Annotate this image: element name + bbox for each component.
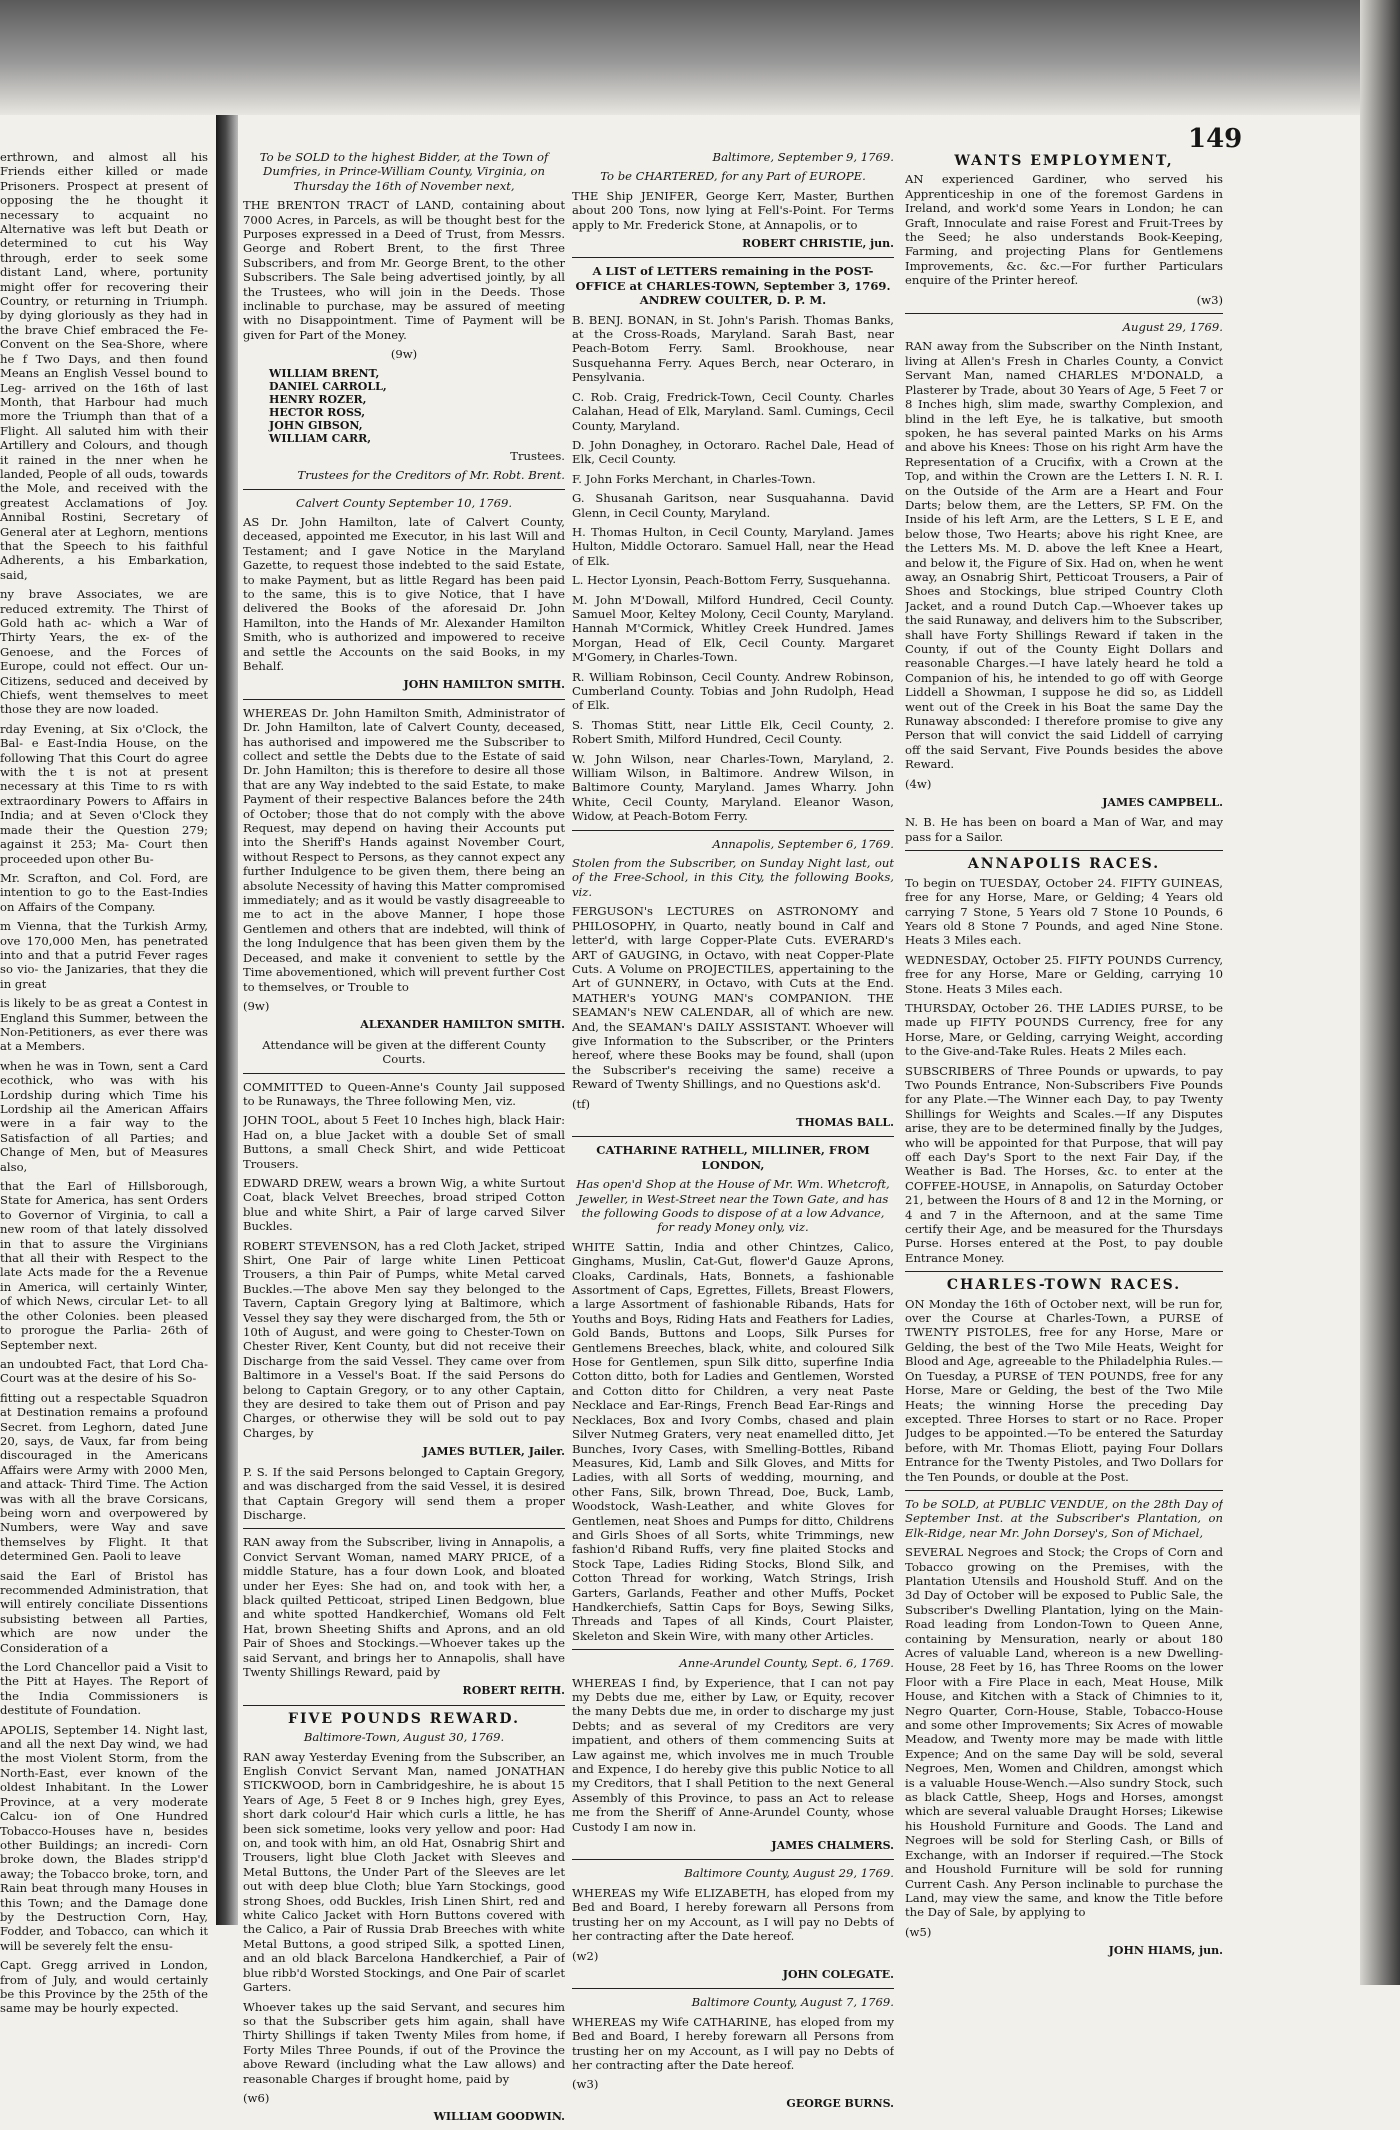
divider <box>243 1705 565 1706</box>
letter-entry: W. John Wilson, near Charles-Town, Maryland, 2. William Wilson, in Baltimore. Andrew Wilson, in Baltimore County, Maryland. James Wharry. John White, Cecil County, Maryland. Eleanor Wason, Widow, at Peach-Botom Ferry. <box>572 751 894 824</box>
divider <box>572 1136 894 1137</box>
colegate-code: (w2) <box>572 1948 599 1963</box>
trustee: HENRY ROZER, <box>269 392 367 406</box>
letter-entry: B. BENJ. BONAN, in St. John's Parish. Thomas Banks, at the Cross-Roads, Maryland. Sarah Bast, near Peach-Botom Ferry. Saml. Brookhouse, near Susquehanna Ferry. Aques Berch, near Octeraro, in Pensylvania. <box>572 312 894 385</box>
charles-town-heading: CHARLES-TOWN RACES. <box>946 1277 1182 1294</box>
vendue-signature: JOHN HIAMS, jun. <box>1108 1944 1223 1958</box>
paragraph: erthrown, and almost all his Friends either killed or made Prisoners. Prospect at present of opposing the he thought it necessary to acquaint no Alternative was left but Death or determined to cut his Way through, erder to seek some distant Land, where, portunity might offer for recovering their Country, or returning in Triumph. by dying gloriously as they had in the brave Chief embraced the Fe- Convent on the Sea-Shore, where he f Two Days, and then found Means an English Vessel bound to Leg- arrived on the 16th of last Month, that Harbour had much more the Triumph than that of a Flight. All saluted him with their Artillery and Colours, and though it rained in the nner when he landed, People of all ouds, towards the Mole, and received with the greatest Acclamations of Joy. Annibal Rostini, Secretary of General ater at Leghorn, mentions that the Speech to his faithful Adherents, a his Embarkation, said, <box>0 150 208 582</box>
paragraph: that the Earl of Hillsborough, State for America, has sent Orders to Governor of Virginia, to call a new room of that lately dissolved in that to assure the Virginians that all their with Respect to the late Acts made for the a Revenue in America, will certainly Winter, of which News, circular Let- to all the other Colonies. been pleased to prorogue the Parlia- 26th of September next. <box>0 1179 208 1352</box>
wants-body: AN experienced Gardiner, who served his Apprenticeship in one of the foremost Gardens in Ireland, and work'd some Years in London; he can Graft, Innoculate and raise Forest and Fruit-Trees by the Seed; he also understands Book-Keeping, Farming, and projecting Plans for Gentlemens Improvements, &c. &c.—For further Particulars enquire of the Printer hereof. <box>905 172 1223 288</box>
burns-body: WHEREAS my Wife CATHARINE, has eloped from my Bed and Board, I hereby forewarn all Persons from trusting her on my Account, as I will pay no Debts of her contracting after the Date hereof. <box>572 2014 894 2072</box>
wants-code: (w3) <box>1196 292 1223 307</box>
letter-entry: C. Rob. Craig, Fredrick-Town, Cecil County. Charles Calahan, Head of Elk, Maryland. Saml. Cumings, Cecil County, Maryland. <box>572 389 894 433</box>
millinery-body: WHITE Sattin, India and other Chintzes, Calico, Ginghams, Muslin, Cat-Gut, flower'd Gauze Aprons, Cloaks, Cardinals, Hats, Bonnets, a fashionable Assortment of Caps, Egrettes, Fillets, Breast Flowers, a large Assortment of fashionable Ribands, Hats for Youths and Boys, Riding Hats and Feathers for Ladies, Gold Bands, Buttons and Loops, Silk Purses for Gentlemens Breeches, black, white, and coloured Silk Hose for Gentlemen, spun Silk ditto, superfine India Cotton ditto, both for Ladies and Gentlemen, Worsted and Cotton ditto for Children, a very neat Paste Necklace and Ear-Rings, French Bead Ear-Rings and Necklaces, Box and Ivory Combs, chased and plain Silver Nutmeg Graters, very neat enamelled ditto, Jet Bunches, Ivory Cases, with Smelling-Bottles, Riband Measures, Kid, Lamb and Silk Gloves, and Mitts for Ladies, with all Sorts of wedding, mourning, and other Fans, Silk, brown Thread, Doe, Buck, Lamb, Woodstock, Wash-Leather, and white Gloves for Gentlemen, neat Shoes and Pumps for ditto, Childrens and Girls Shoes of all Sorts, white Trimmings, new fashion'd Riband Ruffs, very fine plaited Stocks and Stock Tape, Ladies Riding Stocks, Blond Silk, and Cotton Thread for working, Watch Strings, Irish Garters, Garlands, Feather and other Muffs, Pocket Handkerchiefs, Sattin Caps for Boys, Sewing Silks, Threads and Tapes of all Kinds, Court Plaister, Skeleton and Skein Wire, with many other Articles. <box>572 1239 894 1643</box>
auction-code: (9w) <box>390 347 418 362</box>
campbell-dateline: August 29, 1769. <box>1122 320 1223 335</box>
races-tuesday: To begin on TUESDAY, October 24. FIFTY GUINEAS, free for any Horse, Mare, or Gelding; 4 Years old carrying 7 Stone, 5 Years old 7 Stone 10 Pounds, 6 Years old 8 Stone 7 Pounds, and aged Nine Stone. Heats 3 Miles each. <box>905 875 1223 948</box>
races-thursday: THURSDAY, October 26. THE LADIES PURSE, to be made up FIFTY POUNDS Currency, free for any Horse, Mare, or Gelding, carrying Weight, according to the Give-and-Take Rules. Heats 2 Miles each. <box>905 1000 1223 1059</box>
reward-tail: Whoever takes up the said Servant, and secures him so that the Subscriber gets him again, shall have Thirty Shillings if taken Twenty Miles from home, if Forty Miles Three Pounds, if out of the Province the above Reward (including what the Law allows) and reasonable Charges if brought home, paid by <box>243 1999 565 2086</box>
whereas-signature: ALEXANDER HAMILTON SMITH. <box>360 1018 565 1032</box>
divider <box>243 1528 565 1529</box>
chalmers-dateline: Anne-Arundel County, Sept. 6, 1769. <box>679 1656 894 1671</box>
letter-entry: F. John Forks Merchant, in Charles-Town. <box>572 471 816 486</box>
auction-body: THE BRENTON TRACT of LAND, containing about 7000 Acres, in Parcels, as will be thought best for the Purposes expressed in a Deed of Trust, from Messrs. George and Robert Brent, to the first Three Subscribers, and from Mr. George Brent, to the other Subscribers. The Sale being advertised jointly, by all the Trustees, who will join in the Deeds. Those inclinable to purchase, may be assured of meeting with no Disappointment. Time of Payment will be given for Part of the Money. <box>243 198 565 342</box>
paragraph: Capt. Gregg arrived in London, from of July, and would certainly be this Province by the 25th of the same may be hourly expected. <box>0 1958 208 2016</box>
colegate-signature: JOHN COLEGATE. <box>782 1967 894 1981</box>
scan-right-edge <box>1360 0 1400 1985</box>
trustee: HECTOR ROSS, <box>269 405 366 419</box>
column-1 <box>243 150 565 2130</box>
reward-body: RAN away Yesterday Evening from the Subscriber, an English Convict Servant Man, named JONATHAN STICKWOOD, born in Cambridgeshire, he is about 15 Years of Age, 5 Feet 8 or 9 Inches high, grey Eyes, short dark colour'd Hair which curls a little, he has been sick sometime, looks very yellow and poor: Had on, and took with him, an old Hat, Osnabrig Shirt and Trousers, light blue Cloth Jacket with Sleeves and Metal Buttons, the Under Part of the Sleeves are let out with deep blue Cloth; blue Yarn Stockings, good strong Shoes, odd Buckles, Irish Linen Shirt, red and white Calico Jacket with Horn Buttons covered with the Calico, a Pair of Russia Drab Breeches with white Metal Buttons, a good striped Silk, a spotted Linen, and an old black Barcelona Handkerchief, a Pair of blue ribb'd Worsted Stockings, and One Pair of scarlet Garters. <box>243 1749 565 1995</box>
auction-intro: To be SOLD to the highest Bidder, at the Town of Dumfries, in Prince-William County, Virginia, on Thursday the 16th of November next, <box>259 150 549 193</box>
wants-heading: WANTS EMPLOYMENT, <box>954 153 1174 169</box>
charles-town-body: ON Monday the 16th of October next, will be run for, over the Course at Charles-Town, a PURSE of TWENTY PISTOLES, free for any Horse, Mare or Gelding, the best of the Two Mile Heats, Weight for Blood and Age, agreeable to the Philadelphia Rules.—On Tuesday, a PURSE of TEN POUNDS, free for any Horse, Mare or Gelding, the best of the Two Mile Heats; the winning Horse the preceding Day excepted. Three Horses to start or no Race. Proper Judges to be appointed.—To be entered the Saturday before, with Mr. Thomas Eliott, paying Four Dollars Entrance for the Twenty Pistoles, and Two Dollars for the Ten Pounds, or double at the Post. <box>905 1296 1223 1484</box>
page-number: 149 <box>1188 124 1243 154</box>
paragraph: said the Earl of Bristol has recommended Administration, that will entirely conciliate Dissentions subsisting between all Parties, which are now under the Consideration of a <box>0 1568 208 1655</box>
letter-entry: H. Thomas Hulton, in Cecil County, Maryland. James Hulton, Middle Octoraro. Samuel Hall, near the Head of Elk. <box>572 524 894 568</box>
divider <box>905 1490 1223 1491</box>
burns-dateline: Baltimore County, August 7, 1769. <box>691 1995 894 2010</box>
divider <box>243 1073 565 1074</box>
jail-drew: EDWARD DREW, wears a brown Wig, a white Surtout Coat, black Velvet Breeches, broad striped Cotton blue and white Shirt, a Pair of large carved Silver Buckles. <box>243 1175 565 1234</box>
millinery-intro: Has open'd Shop at the House of Mr. Wm. Whetcroft, Jeweller, in West-Street near the Town Gate, and has the following Goods to dispose of at a low Advance, for ready Money only, viz. <box>576 1177 890 1235</box>
reward-code: (w6) <box>243 2090 270 2105</box>
divider <box>572 1859 894 1860</box>
letter-entry: G. Shusanah Garitson, near Susquahanna. David Glenn, in Cecil County, Maryland. <box>572 491 894 520</box>
burns-signature: GEORGE BURNS. <box>786 2096 894 2110</box>
reward-signature: WILLIAM GOODWIN. <box>433 2110 565 2124</box>
calvert-body: AS Dr. John Hamilton, late of Calvert County, deceased, appointed me Executor, in his last Will and Testament; and I gave Notice in the Maryland Gazette, to request those indebted to the said Estate, to make Payment, but as little Regard has been paid to the same, this is to give Notice, that I have delivered the Books of the aforesaid Dr. John Hamilton, into the Hands of Mr. Alexander Hamilton Smith, who is authorized and impowered to receive and settle the Accounts on the said Books, in my Behalf. <box>243 514 565 673</box>
divider <box>905 313 1223 314</box>
paragraph: m Vienna, that the Turkish Army, ove 170,000 Men, has penetrated into and that a putrid Fever rages so vio- the Janizaries, that they die in great <box>0 919 208 991</box>
colegate-dateline: Baltimore County, August 29, 1769. <box>684 1866 894 1881</box>
trustee-list <box>269 367 565 445</box>
page-gutter <box>216 115 238 1925</box>
trustee: JOHN GIBSON, <box>269 418 363 432</box>
jail-stevenson: ROBERT STEVENSON, has a red Cloth Jacket, striped Shirt, One Pair of large white Linen Petticoat Trousers, a thin Pair of Pumps, white Metal carved Buckles.—The above Men say they belonged to the Tavern, Captain Gregory lying at Baltimore, which Vessel they say they were discharged from, the 5th or 10th of August, and were going to Chester-Town on Chester River, Kent County, but did not receive their Discharge from the said Vessel. They came over from Baltimore in a Vessel's Boat. If the said Persons do belong to Captain Gregory, or to any other Captain, they are desired to take them out of Prison and pay Charges, or otherwise they will be sold out to pay Charges, by <box>243 1238 565 1440</box>
letter-entry: S. Thomas Stitt, near Little Elk, Cecil County, 2. Robert Smith, Milford Hundred, Cecil County. <box>572 717 894 747</box>
letters-heading: A LIST of LETTERS remaining in the POST-OFFICE at CHARLES-TOWN, September 3, 1769. ANDREW COULTER, D. P. M. <box>575 264 891 308</box>
campbell-signature: JAMES CAMPBELL. <box>1102 796 1223 810</box>
letter-entry: D. John Donaghey, in Octoraro. Rachel Dale, Head of Elk, Cecil County. <box>572 437 894 467</box>
books-body: FERGUSON's LECTURES on ASTRONOMY and PHILOSOPHY, in Quarto, neatly bound in Calf and letter'd, with large Copper-Plate Cuts. EVERARD's ART of GAUGING, in Octavo, with neat Copper-Plate Cuts. A Volume on PROJECTILES, appertaining to the Art of GUNNERY, in Octavo, with Cuts at the End. MATHER's YOUNG MAN's COMPANION. THE SEAMAN's NEW CALENDAR, all of which are new. And, the SEAMAN's DAILY ASSISTANT. Whoever will give Information to the Subscriber, or the Printers hereof, where these Books may be found, shall (upon the Subscriber's receiving the same) receive a Reward of Twenty Shillings, and no Questions ask'd. <box>572 904 894 1092</box>
paragraph: rday Evening, at Six o'Clock, the Bal- e East-India House, on the following That this Court do agree with the t is not at present necessary at this Time to rs with extraordinary Powers to Affairs in India; and at Seven o'Clock they made their the Question 279; against it 253; Ma- Court then proceeded upon other Bu- <box>0 721 208 866</box>
divider <box>572 257 894 258</box>
jail-tool: JOHN TOOL, about 5 Feet 10 Inches high, black Hair: Had on, a blue Jacket with a double Set of small Buttons, a small Check Shirt, and wide Petticoat Trousers. <box>243 1113 565 1171</box>
vendue-code: (w5) <box>905 1924 932 1939</box>
divider <box>243 699 565 700</box>
trustee: WILLIAM BRENT, <box>269 366 380 380</box>
divider <box>905 850 1223 851</box>
paragraph: an undoubted Fact, that Lord Cha- Court was at the desire of his So- <box>0 1356 208 1386</box>
jail-postscript: P. S. If the said Persons belonged to Captain Gregory, and was discharged from the said Vessel, it is desired that Captain Gregory will send them a proper Discharge. <box>243 1464 565 1522</box>
paragraph: the Lord Chancellor paid a Visit to the Pitt at Hayes. The Report of the India Commissioners is destitute of Foundation. <box>0 1660 208 1718</box>
ship-signature: ROBERT CHRISTIE, jun. <box>742 237 894 251</box>
reith-body: RAN away from the Subscriber, living in Annapolis, a Convict Servant Woman, named MARY PRICE, of a middle Stature, has a four down Look, and bloated under her Eyes: She had on, and took with her, a black quilted Petticoat, striped Linen Bedgown, blue and white spotted Handkerchief, Womans old Felt Hat, brown Sheeting Shifts and Aprons, and an old Pair of Shoes and Stockings.—Whoever takes up the said Servant, and brings her to Annapolis, shall have Twenty Shillings Reward, paid by <box>243 1535 565 1679</box>
paragraph: when he was in Town, sent a Card ecothick, who was with his Lordship during which Time his Lordship ail the American Affairs were in a fair way to the Satisfaction of all Parties; and Change of Men, but of Measures also, <box>0 1058 208 1174</box>
calvert-dateline: Calvert County September 10, 1769. <box>295 495 513 510</box>
paragraph: is likely to be as great a Contest in England this Summer, between the Non-Petitioners, as ever there was at a Members. <box>0 996 208 1054</box>
vendue-intro: To be SOLD, at PUBLIC VENDUE, on the 28th Day of September Inst. at the Subscriber's Plantation, on Elk-Ridge, near Mr. John Dorsey's, Son of Michael, <box>905 1496 1223 1540</box>
ship-body: THE Ship JENIFER, George Kerr, Master, Burthen about 200 Tons, now lying at Fell's-Point. For Terms apply to Mr. Frederick Stone, at Annapolis, or to <box>572 188 894 232</box>
divider <box>572 830 894 831</box>
paragraph: APOLIS, September 14. Night last, and all the next Day wind, we had the most Violent Storm, from the North-East, ever known of the oldest Inhabitant. In the Lower Province, at a very moderate Calcu- ion of One Hundred Tobacco-Houses have n, besides other Buildings; an incredi- Corn broke down, the Blades stripp'd away; the Tobacco broke, torn, and Rain beat through many Houses in this Town; and the Damage done by the Destruction Corn, Hay, Fodder, and Tobacco, can which it will be severely felt the ensu- <box>0 1722 208 1953</box>
trustees-label: Trustees. <box>510 448 565 463</box>
letter-entry: M. John M'Dowall, Milford Hundred, Cecil County. Samuel Moor, Keltey Molony, Cecil County, Maryland. Hannah M'Cormick, Whitley Creek Hundred. James Morgan, Head of Elk, Cecil County. Margaret M'Gomery, in Charles-Town. <box>572 592 894 665</box>
divider <box>572 1649 894 1650</box>
divider <box>243 489 565 490</box>
trustee: WILLIAM CARR, <box>269 431 372 445</box>
divider <box>905 1271 1223 1272</box>
colegate-body: WHEREAS my Wife ELIZABETH, has eloped from my Bed and Board, I hereby forewarn all Persons from trusting her on my Account, as I will pay no Debts of her contracting after the Date hereof. <box>572 1885 894 1944</box>
books-code: (tf) <box>572 1096 590 1111</box>
column-3 <box>905 150 1223 1964</box>
books-dateline: Annapolis, September 6, 1769. <box>712 836 894 851</box>
creditors-label: Trustees for the Creditors of Mr. Robt. Brent. <box>297 468 565 483</box>
whereas-body: WHEREAS Dr. John Hamilton Smith, Administrator of Dr. John Hamilton, late of Calvert County, deceased, has authorised and impowered me the Subscriber to collect and settle the Debts due to the Estate of said Dr. John Hamilton; this is therefore to desire all those that are any Way indebted to the said Estate, to make Payment of their respective Balances before the 24th of October; those that do not comply with the above Request, may depend on having their Accounts put into the Sheriff's Hands against November Court, without Respect to Persons, as they cannot expect any further Indulgence to be given them, there being an absolute Necessity of having this Matter compromised immediately; and as it would be vastly disagreeable to me to act in the above Manner, I hope those Gentlemen and others that are indebted, will think of the long Indulgence that has been given them by the Deceased, and make it convenient to settle by the Time abovementioned, which will prevent further Cost to themselves, or Trouble to <box>243 705 565 994</box>
jail-body: COMMITTED to Queen-Anne's County Jail supposed to be Runaways, the Three following Men, viz. <box>243 1079 565 1108</box>
campbell-nb: N. B. He has been on board a Man of War, and may pass for a Sailor. <box>905 815 1223 844</box>
letter-entry: L. Hector Lyonsin, Peach-Bottom Ferry, Susquehanna. <box>572 573 891 588</box>
letter-entry: R. William Robinson, Cecil County. Andrew Robinson, Cumberland County. Tobias and John Rudolph, Head of Elk. <box>572 669 894 713</box>
paragraph: ny brave Associates, we are reduced extremity. The Thirst of Gold hath ac- which a War of Thirty Years, the ex- of the Genoese, and the Forces of Europe, could not effect. Our un- Citizens, seduced and deceived by Chiefs, went themselves to meet those they are now loaded. <box>0 587 208 717</box>
reward-dateline: Baltimore-Town, August 30, 1769. <box>303 1730 505 1745</box>
reward-heading: FIVE POUNDS REWARD. <box>288 1710 520 1727</box>
campbell-body: RAN away from the Subscriber on the Ninth Instant, living at Allen's Fresh in Charles County, a Convict Servant Man, named CHARLES M'DONALD, a Plasterer by Trade, about 30 Years of Age, 5 Feet 7 or 8 Inches high, slim made, swarthy Complexion, and blind in the left Eye, he is talkative, but smooth spoken, he has several painted Marks on his Arms and above his Knees: Those on his right Arm have the Representation of a Crucifix, with a Crown at the Top, and within the Crown are the Letters I. N. R. I. on the Outside of the Arm are a Heart and Four Darts; below them, are the Letters, SP. FM. On the Inside of his left Arm, are the Letters, S L E E, and below those, Two Hearts; above his right Knee, are the Letters Ms. M. D. above the left Knee a Heart, and below it, the Figure of Six. Had on, when he went away, an Osnabrig Shirt, Petticoat Trousers, a Pair of Shoes and Stockings, blue striped Country Cloth Jacket, and a round Dutch Cap.—Whoever takes up the said Runaway, and delivers him to the Subscriber, shall have Forty Shillings Reward if taken in the County, if out of the County Eight Dollars and reasonable Charges.—I have lately heard he told a Companion of his, he intended to go off with George Liddell a Showman, I suppose he did so, as Liddell went out of the Creek in his Boat the same Day the Runaway absconded: I therefore promise to give any Person that will convict the said Liddell of carrying off the said Servant, Five Pounds besides the above Reward. <box>905 339 1223 772</box>
paragraph: fitting out a respectable Squadron at Destination remains a profound Secret. from Leghorn, dated June 20, says, de Vaux, far from being discouraged in the Americans Affairs were Army with 2000 Men, and attack- Third Time. The Action was with all the brave Corsicans, being worn and overpowered by Numbers, were Way and save themselves by Flight. It that determined Gen. Paoli to leave <box>0 1390 208 1564</box>
reith-signature: ROBERT REITH. <box>462 1684 565 1698</box>
calvert-signature: JOHN HAMILTON SMITH. <box>403 678 565 692</box>
jail-signature: JAMES BUTLER, Jailer. <box>422 1445 565 1459</box>
whereas-code: (9w) <box>243 998 270 1013</box>
divider <box>572 1988 894 1989</box>
ship-intro: To be CHARTERED, for any Part of EUROPE. <box>600 169 866 184</box>
races-wednesday: WEDNESDAY, October 25. FIFTY POUNDS Currency, free for any Horse, Mare or Gelding, carrying 10 Stone. Heats 3 Miles each. <box>905 952 1223 996</box>
millinery-heading: CATHARINE RATHELL, MILLINER, FROM LONDON, <box>596 1143 870 1172</box>
races-heading: ANNAPOLIS RACES. <box>967 856 1161 873</box>
campbell-code: (4w) <box>905 776 932 791</box>
vendue-body: SEVERAL Negroes and Stock; the Crops of Corn and Tobacco growing on the Premises, with the Plantation Utensils and Houshold Stuff. And on the 3d Day of October will be exposed to Public Sale, the Subscriber's Dwelling Plantation, lying on the Main-Road leading from London-Town to Queen Anne, containing by Mensuration, nearly or about 180 Acres of valuable Land, whereon is a new Dwelling-House, 28 Feet by 16, has Three Rooms on the lower Floor with a Fire Place in each, Meat House, Milk House, and Kitchen with a Stack of Chimnies to it, Negro Quarter, Corn-House, Stable, Tobacco-House and some other Improvements; Six Acres of mowable Meadow, and Twenty more may be made with little Expence; And on the same Day will be sold, several Negroes, Men, Women and Children, amongst which is a valuable House-Wench.—Also sundry Stock, such as black Cattle, Sheep, Hogs and Horses, amongst which are several valuable Draught Horses; Likewise his Houshold Furniture and Goods. The Land and Negroes will be sold for Sterling Cash, or Bills of Exchange, with an Indorser if required.—The Stock and Houshold Furniture will be sold for running Current Cash. Any Person inclinable to purchase the Land, may view the same, and know the Title before the Day of Sale, by applying to <box>905 1545 1223 1920</box>
scan-top-shadow <box>0 0 1400 115</box>
books-intro: Stolen from the Subscriber, on Sunday Night last, out of the Free-School, in this City, the following Books, viz. <box>572 856 894 899</box>
chalmers-signature: JAMES CHALMERS. <box>771 1839 894 1853</box>
chalmers-body: WHEREAS I find, by Experience, that I can not pay my Debts due me, either by Law, or Equity, recover the many Debts due me, in order to discharge my just Debts; and as several of my Creditors are very impatient, and others of them commencing Suits at Law against me, which involves me in much Trouble and Expence, I do hereby give this public Notice to all my Creditors, that I shall Petition to the next General Assembly of this Province, to pass an Act to release me from the Sheriff of Anne-Arundel County, whose Custody I am now in. <box>572 1675 894 1834</box>
burns-code: (w3) <box>572 2077 599 2092</box>
left-column <box>0 150 208 2021</box>
paragraph: Mr. Scrafton, and Col. Ford, are intention to go to the East-Indies on Affairs of the Company. <box>0 870 208 914</box>
column-2 <box>572 150 894 2116</box>
trustee: DANIEL CARROLL, <box>269 379 387 393</box>
ship-dateline: Baltimore, September 9, 1769. <box>712 150 894 164</box>
books-signature: THOMAS BALL. <box>796 1115 894 1129</box>
races-rules: SUBSCRIBERS of Three Pounds or upwards, to pay Two Pounds Entrance, Non-Subscribers Five Pounds for any Plate.—The Winner each Day, to pay Twenty Shillings for Weights and Scales.—If any Disputes arise, they are to be determined finally by the Judges, who will be appointed for that Purpose, that will pay off each Day's Sport to the next Fair Day, if the Weather is Bad. The Horses, &c. to enter at the COFFEE-HOUSE, in Annapolis, on Saturday October 21, between the Hours of 8 and 12 in the Morning, or 4 and 7 in the Afternoon, and at the same Time certify their Age, and be measured for the Thursdays Purse. Horses entered at the Post, to pay double Entrance Money. <box>905 1063 1223 1265</box>
whereas-note: Attendance will be given at the different County Courts. <box>262 1037 546 1067</box>
